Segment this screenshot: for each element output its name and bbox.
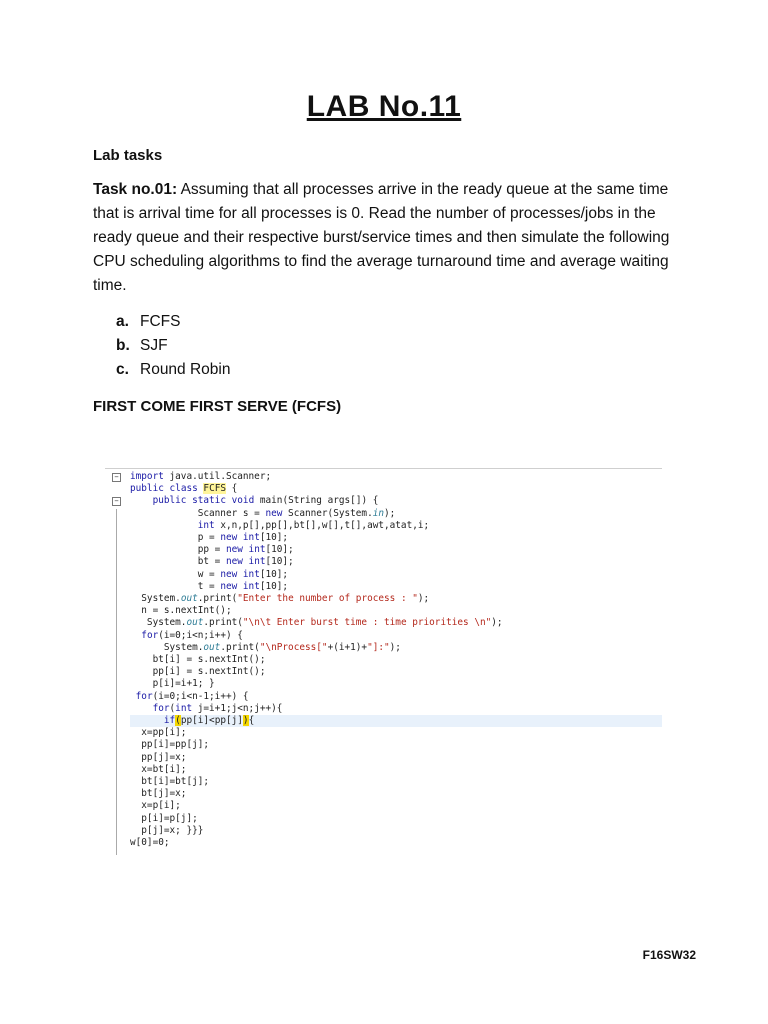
lab-tasks-heading: Lab tasks	[93, 147, 163, 164]
list-item	[116, 310, 230, 334]
code-line: p[j]=x; }}}	[130, 824, 204, 836]
code-line: w[0]=0;	[130, 837, 170, 849]
list-item-text: SJF	[140, 337, 168, 354]
code-line: System.out.print("\nProcess["+(i+1)+"]:");	[130, 641, 401, 653]
code-line: x=bt[i];	[130, 763, 187, 775]
code-line: public static void main(String args[]) {	[152, 495, 379, 507]
code-line: Scanner s = new Scanner(System.in);	[130, 507, 396, 519]
code-line: import java.util.Scanner;	[130, 471, 272, 482]
task-label: Task no.01:	[93, 181, 178, 198]
code-line: for(i=0;i<n;i++) {	[141, 629, 243, 641]
list-item	[116, 358, 230, 382]
footer-id: F16SW32	[642, 948, 696, 962]
code-line: w = new int[10];	[130, 568, 289, 580]
section-heading: FIRST COME FIRST SERVE (FCFS)	[93, 398, 342, 415]
code-line: if(pp[i]<pp[j]){	[163, 715, 255, 727]
page-title: LAB No.11	[306, 90, 462, 123]
code-line: x=p[i];	[130, 800, 181, 812]
code-line: for(i=0;i<n-1;i++) {	[135, 690, 249, 702]
fold-guide-line	[116, 509, 117, 855]
fold-toggle-icon: −	[112, 473, 121, 482]
code-line: t = new int[10];	[130, 580, 289, 592]
list-item-text: FCFS	[140, 313, 181, 330]
fold-toggle-icon: −	[112, 497, 121, 506]
algorithm-list	[116, 310, 230, 382]
list-item-label: c.	[116, 361, 129, 378]
task-paragraph	[93, 178, 683, 298]
code-line: p[i]=i+1; }	[130, 678, 215, 690]
code-line: for(int j=i+1;j<n;j++){	[152, 702, 283, 714]
code-line: pp = new int[10];	[130, 544, 294, 556]
code-line: bt[i]=bt[j];	[130, 776, 210, 788]
list-item-label: a.	[116, 313, 129, 330]
code-line: int x,n,p[],pp[],bt[],w[],t[],awt,atat,i;	[197, 519, 430, 531]
code-gutter	[105, 469, 127, 855]
code-line: pp[j]=x;	[130, 751, 187, 763]
list-item-label: b.	[116, 337, 130, 354]
code-line: bt[j]=x;	[130, 788, 187, 800]
code-line: pp[i] = s.nextInt();	[130, 666, 266, 678]
task-text: Assuming that all processes arrive in the ready queue at the same time that is arrival time for all processes is 0. Read the number of processes/jobs in the ready queue and their respective burst/service times and then simulate the following CPU scheduling algorithms to find the average turnaround time and average waiting time.	[93, 181, 670, 294]
code-line: p[i]=p[j];	[130, 812, 198, 824]
code-line: bt = new int[10];	[130, 556, 294, 568]
code-line: bt[i] = s.nextInt();	[130, 654, 266, 666]
code-line: pp[i]=pp[j];	[130, 739, 210, 751]
list-item	[116, 334, 230, 358]
code-line: public class FCFS {	[130, 483, 238, 495]
code-line: x=pp[i];	[130, 727, 187, 739]
code-screenshot	[105, 468, 662, 855]
code-line: System.out.print("\n\t Enter burst time : time priorities \n");	[130, 617, 503, 629]
code-line: p = new int[10];	[130, 532, 289, 544]
code-line: System.out.print("Enter the number of process : ");	[130, 593, 430, 605]
code-line: n = s.nextInt();	[130, 605, 232, 617]
list-item-text: Round Robin	[140, 361, 231, 378]
code-listing	[130, 471, 503, 849]
